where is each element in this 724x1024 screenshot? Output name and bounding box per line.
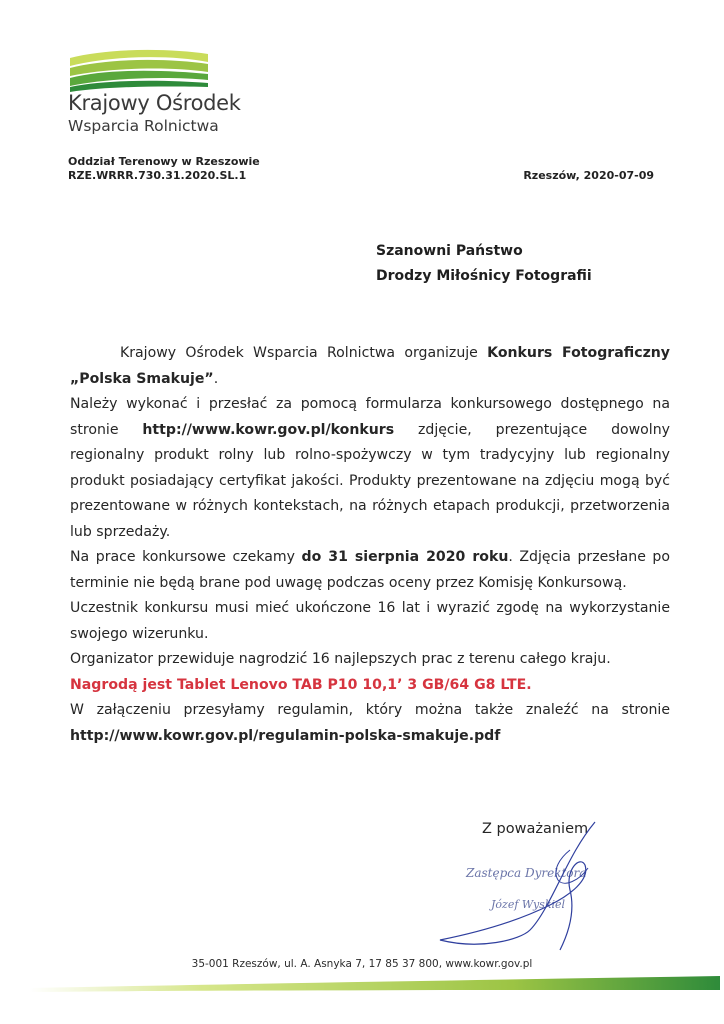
deadline-date: do 31 sierpnia 2020 roku [301, 549, 509, 565]
deadline-text: Na prace konkursowe czekamy [70, 549, 302, 565]
paragraph-eligibility: Uczestnik konkursu musi mieć ukończone 16 lat i wyrazić zgodę na wykorzystanie swojego wizerunku. [70, 600, 670, 642]
paragraph-instructions [70, 392, 670, 545]
footer-green-bar [30, 974, 720, 996]
attachment-text: W załączeniu przesyłamy regulamin, który można także znaleźć na stronie [70, 702, 670, 718]
regulations-url: http://www.kowr.gov.pl/regulamin-polska-smakuje.pdf [70, 727, 501, 744]
paragraph-attachment [70, 698, 670, 749]
prize-text: Nagrodą jest Tablet Lenovo TAB P10 10,1’ 3 GB/64 G8 LTE. [70, 676, 532, 693]
stamp-title: Zastępca Dyrektora [466, 866, 587, 880]
intro-end: . [213, 370, 219, 387]
handwritten-signature [420, 810, 620, 970]
contest-name: Konkurs Fotograficzny „Polska Smakuje” [70, 345, 670, 387]
paragraph-deadline [70, 545, 670, 596]
contest-url: http://www.kowr.gov.pl/konkurs [142, 421, 395, 438]
intro-text: Krajowy Ośrodek Wsparcia Rolnictwa organizuje [120, 345, 488, 361]
branch-name: Oddział Terenowy w Rzeszowie [68, 155, 260, 168]
letter-body [70, 341, 670, 749]
instructions-rest: zdjęcie, prezentujące dowolny regionalny produkt rolny lub rolno-spożywczy w tym tradycyjny lub regionalny produkt posiadający certyfikat jakości. Produkty prezentowane na zdjęciu mogą być prezentowane w różnych kontekstach, na różnych etapach produkcji, przetworzenia lub sprzedaży. [70, 421, 670, 540]
closing-text: Z poważaniem [482, 821, 589, 837]
logo-text-line2: Wsparcia Rolnictwa [68, 117, 219, 135]
paragraph-intro [70, 341, 670, 392]
footer-address: 35-001 Rzeszów, ul. A. Asnyka 7, 17 85 37 800, www.kowr.gov.pl [191, 958, 533, 970]
reference-number: RZE.WRRR.730.31.2020.SL.1 [68, 169, 247, 182]
place-date: Rzeszów, 2020-07-09 [523, 169, 654, 182]
instructions-text: Należy wykonać i przesłać za pomocą formularza konkursowego dostępnego na stronie [70, 396, 670, 438]
stamp-name: Józef Wyskiel [491, 898, 566, 911]
deadline-rest: . Zdjęcia przesłane po terminie nie będą brane pod uwagę podczas oceny przez Komisję Konkursową. [70, 549, 670, 591]
salutation-line2: Drodzy Miłośnicy Fotografii [376, 268, 592, 284]
paragraph-awards: Organizator przewiduje nagrodzić 16 najlepszych prac z terenu całego kraju. [70, 651, 611, 667]
salutation-line1: Szanowni Państwo [376, 243, 523, 259]
logo-text-line1: Krajowy Ośrodek [68, 91, 241, 115]
